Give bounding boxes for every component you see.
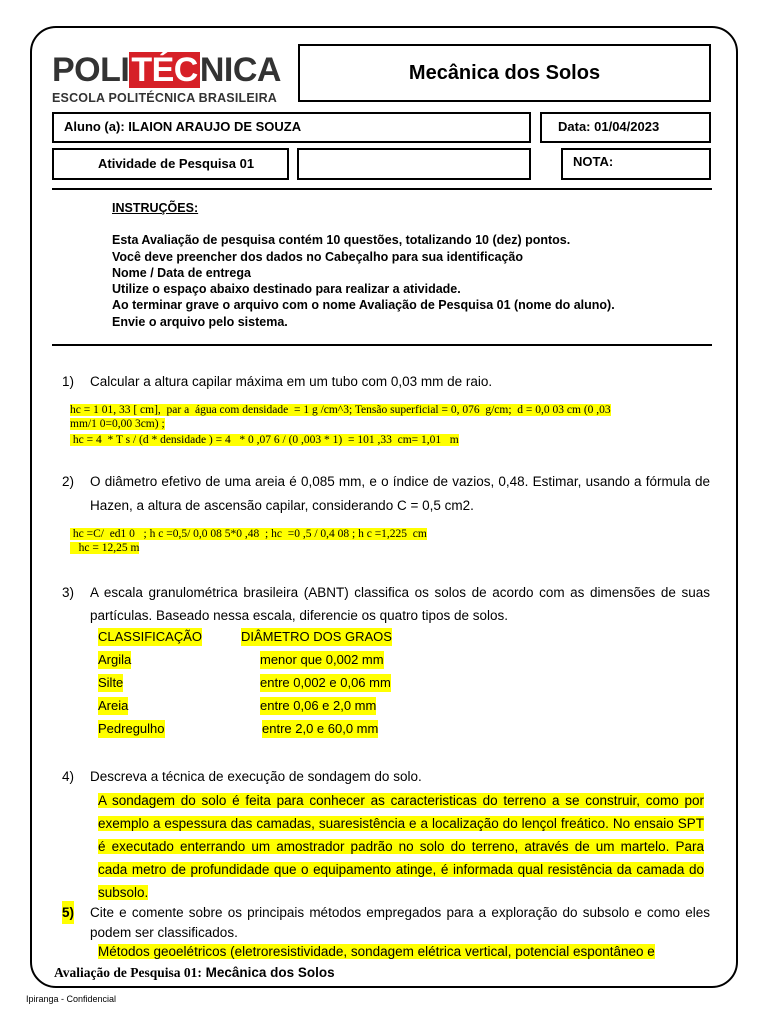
question-1 (62, 370, 710, 393)
table-cell-type: Areia (98, 698, 129, 713)
instruction-line: Você deve preencher dos dados no Cabeçalho para sua identificação (112, 249, 524, 264)
politecnica-logo (52, 46, 292, 108)
date-box (540, 112, 711, 143)
subject-title: Mecânica dos Solos (408, 62, 601, 84)
table-header-classification: CLASSIFICAÇÃO (98, 629, 203, 644)
question-5 (62, 901, 710, 943)
table-cell-range: menor que 0,002 mm (260, 652, 384, 667)
confidential-label: Ipiranga - Confidencial (26, 994, 117, 1004)
table-header-diameter: DIÂMETRO DOS GRAOS (241, 629, 392, 644)
logo-prefix: POLI (52, 51, 130, 89)
question-text: Calcular a altura capilar máxima em um tubo com 0,03 mm de raio. (90, 374, 493, 389)
instruction-line: Envie o arquivo pelo sistema. (112, 314, 288, 329)
answer-line: hc =C/ ed1 0 ; h c =0,5/ 0,0 08 5*0 ,48 ; hc =0 ,5 / 0,4 08 ; h c =1,225 cm (70, 528, 427, 540)
divider-instructions (52, 344, 712, 346)
student-name-box (52, 112, 531, 143)
table-cell-range: entre 2,0 e 60,0 mm (262, 721, 379, 736)
table-cell-type: Pedregulho (98, 721, 165, 736)
answer-4 (98, 789, 704, 904)
activity-title: Atividade de Pesquisa 01 (98, 156, 255, 171)
question-text: O diâmetro efetivo de uma areia é 0,085 mm, e o índice de vazios, 0,48. Estimar, usando a fórmula de Hazen, a altura de ascensão capilar, considerando C = 0,5 cm2. (90, 474, 710, 513)
question-3 (62, 581, 710, 627)
date-field: Data: 01/04/2023 (558, 119, 660, 134)
question-text: Descreva a técnica de execução de sondagem do solo. (90, 769, 422, 784)
question-number: 3) (62, 585, 75, 600)
question-number: 5) (62, 901, 74, 924)
instruction-line: Utilize o espaço abaixo destinado para realizar a atividade. (112, 282, 461, 297)
answer-text: A sondagem do solo é feita para conhecer as caracteristicas do terreno a se construir, como por exemplo a espessura das camadas, suaresistência e a localização do lençol freático. No ensaio SPT é executado enterrando um amostrador padrão no solo do terreno, através de um martelo. Para cada metro de profundidade que o equipamento atinge, é informada qual resistência da camada do subsolo. (98, 793, 704, 900)
footer-title (54, 965, 335, 981)
answer-1 (70, 403, 710, 447)
question-4 (62, 765, 710, 788)
answer-5 (98, 940, 718, 963)
question-text: Cite e comente sobre os principais métodos empregados para a exploração do subsolo e como eles podem ser classificados. (90, 905, 710, 940)
question-number: 2) (62, 474, 75, 489)
question-text: A escala granulométrica brasileira (ABNT) classifica os solos de acordo com as dimensões de suas partículas. Baseado nessa escala, diferencie os quatro tipos de solos. (90, 585, 710, 623)
answer-line: hc = 1 01, 33 [ cm], par a água com densidade = 1 g /cm^3; Tensão superficial = 0, 076 g/cm; d = 0,0 03 cm (0 ,03 (70, 404, 611, 416)
table-cell-range: entre 0,06 e 2,0 mm (260, 698, 377, 713)
logo-highlight: TÉC (131, 51, 198, 89)
logo-suffix: NICA (199, 51, 281, 89)
table-cell-range: entre 0,002 e 0,06 mm (260, 675, 391, 690)
question-number: 1) (62, 374, 75, 389)
instructions-title: INSTRUÇÕES: (112, 201, 199, 215)
answer-line: hc = 12,25 m (70, 542, 140, 554)
instruction-line: Esta Avaliação de pesquisa contém 10 questões, totalizando 10 (dez) pontos. (112, 233, 571, 248)
answer-text: Métodos geoelétricos (eletroresistividade, sondagem elétrica vertical, potencial espontâneo e (98, 944, 655, 959)
divider-top (52, 188, 712, 190)
instruction-line: Ao terminar grave o arquivo com o nome Avaliação de Pesquisa 01 (nome do aluno). (112, 298, 615, 313)
table-cell-type: Silte (98, 675, 124, 690)
subject-title-box (298, 44, 711, 102)
answer-2 (70, 527, 710, 555)
student-name: Aluno (a): ILAION ARAUJO DE SOUZA (64, 119, 302, 134)
activity-box (52, 148, 289, 180)
logo-wordmark (52, 52, 281, 88)
grade-box (561, 148, 711, 180)
table-cell-type: Argila (98, 652, 132, 667)
instruction-line: Nome / Data de entrega (112, 265, 251, 280)
instructions (112, 200, 615, 330)
answer-line: mm/1 0=0,00 3cm) ; (70, 418, 165, 430)
logo-subtitle: ESCOLA POLITÉCNICA BRASILEIRA (52, 91, 278, 105)
grade-field: NOTA: (573, 154, 614, 169)
footer-subject: Mecânica dos Solos (201, 965, 335, 980)
question-2 (62, 470, 710, 518)
answer-line: hc = 4 * T s / (d * densidade ) = 4 * 0 ,07 6 / (0 ,003 * 1) = 101 ,33 cm= 1,01 m (70, 434, 459, 446)
footer-label: Avaliação de Pesquisa 01: (54, 965, 202, 980)
blank-box (297, 148, 531, 180)
question-number: 4) (62, 769, 75, 784)
